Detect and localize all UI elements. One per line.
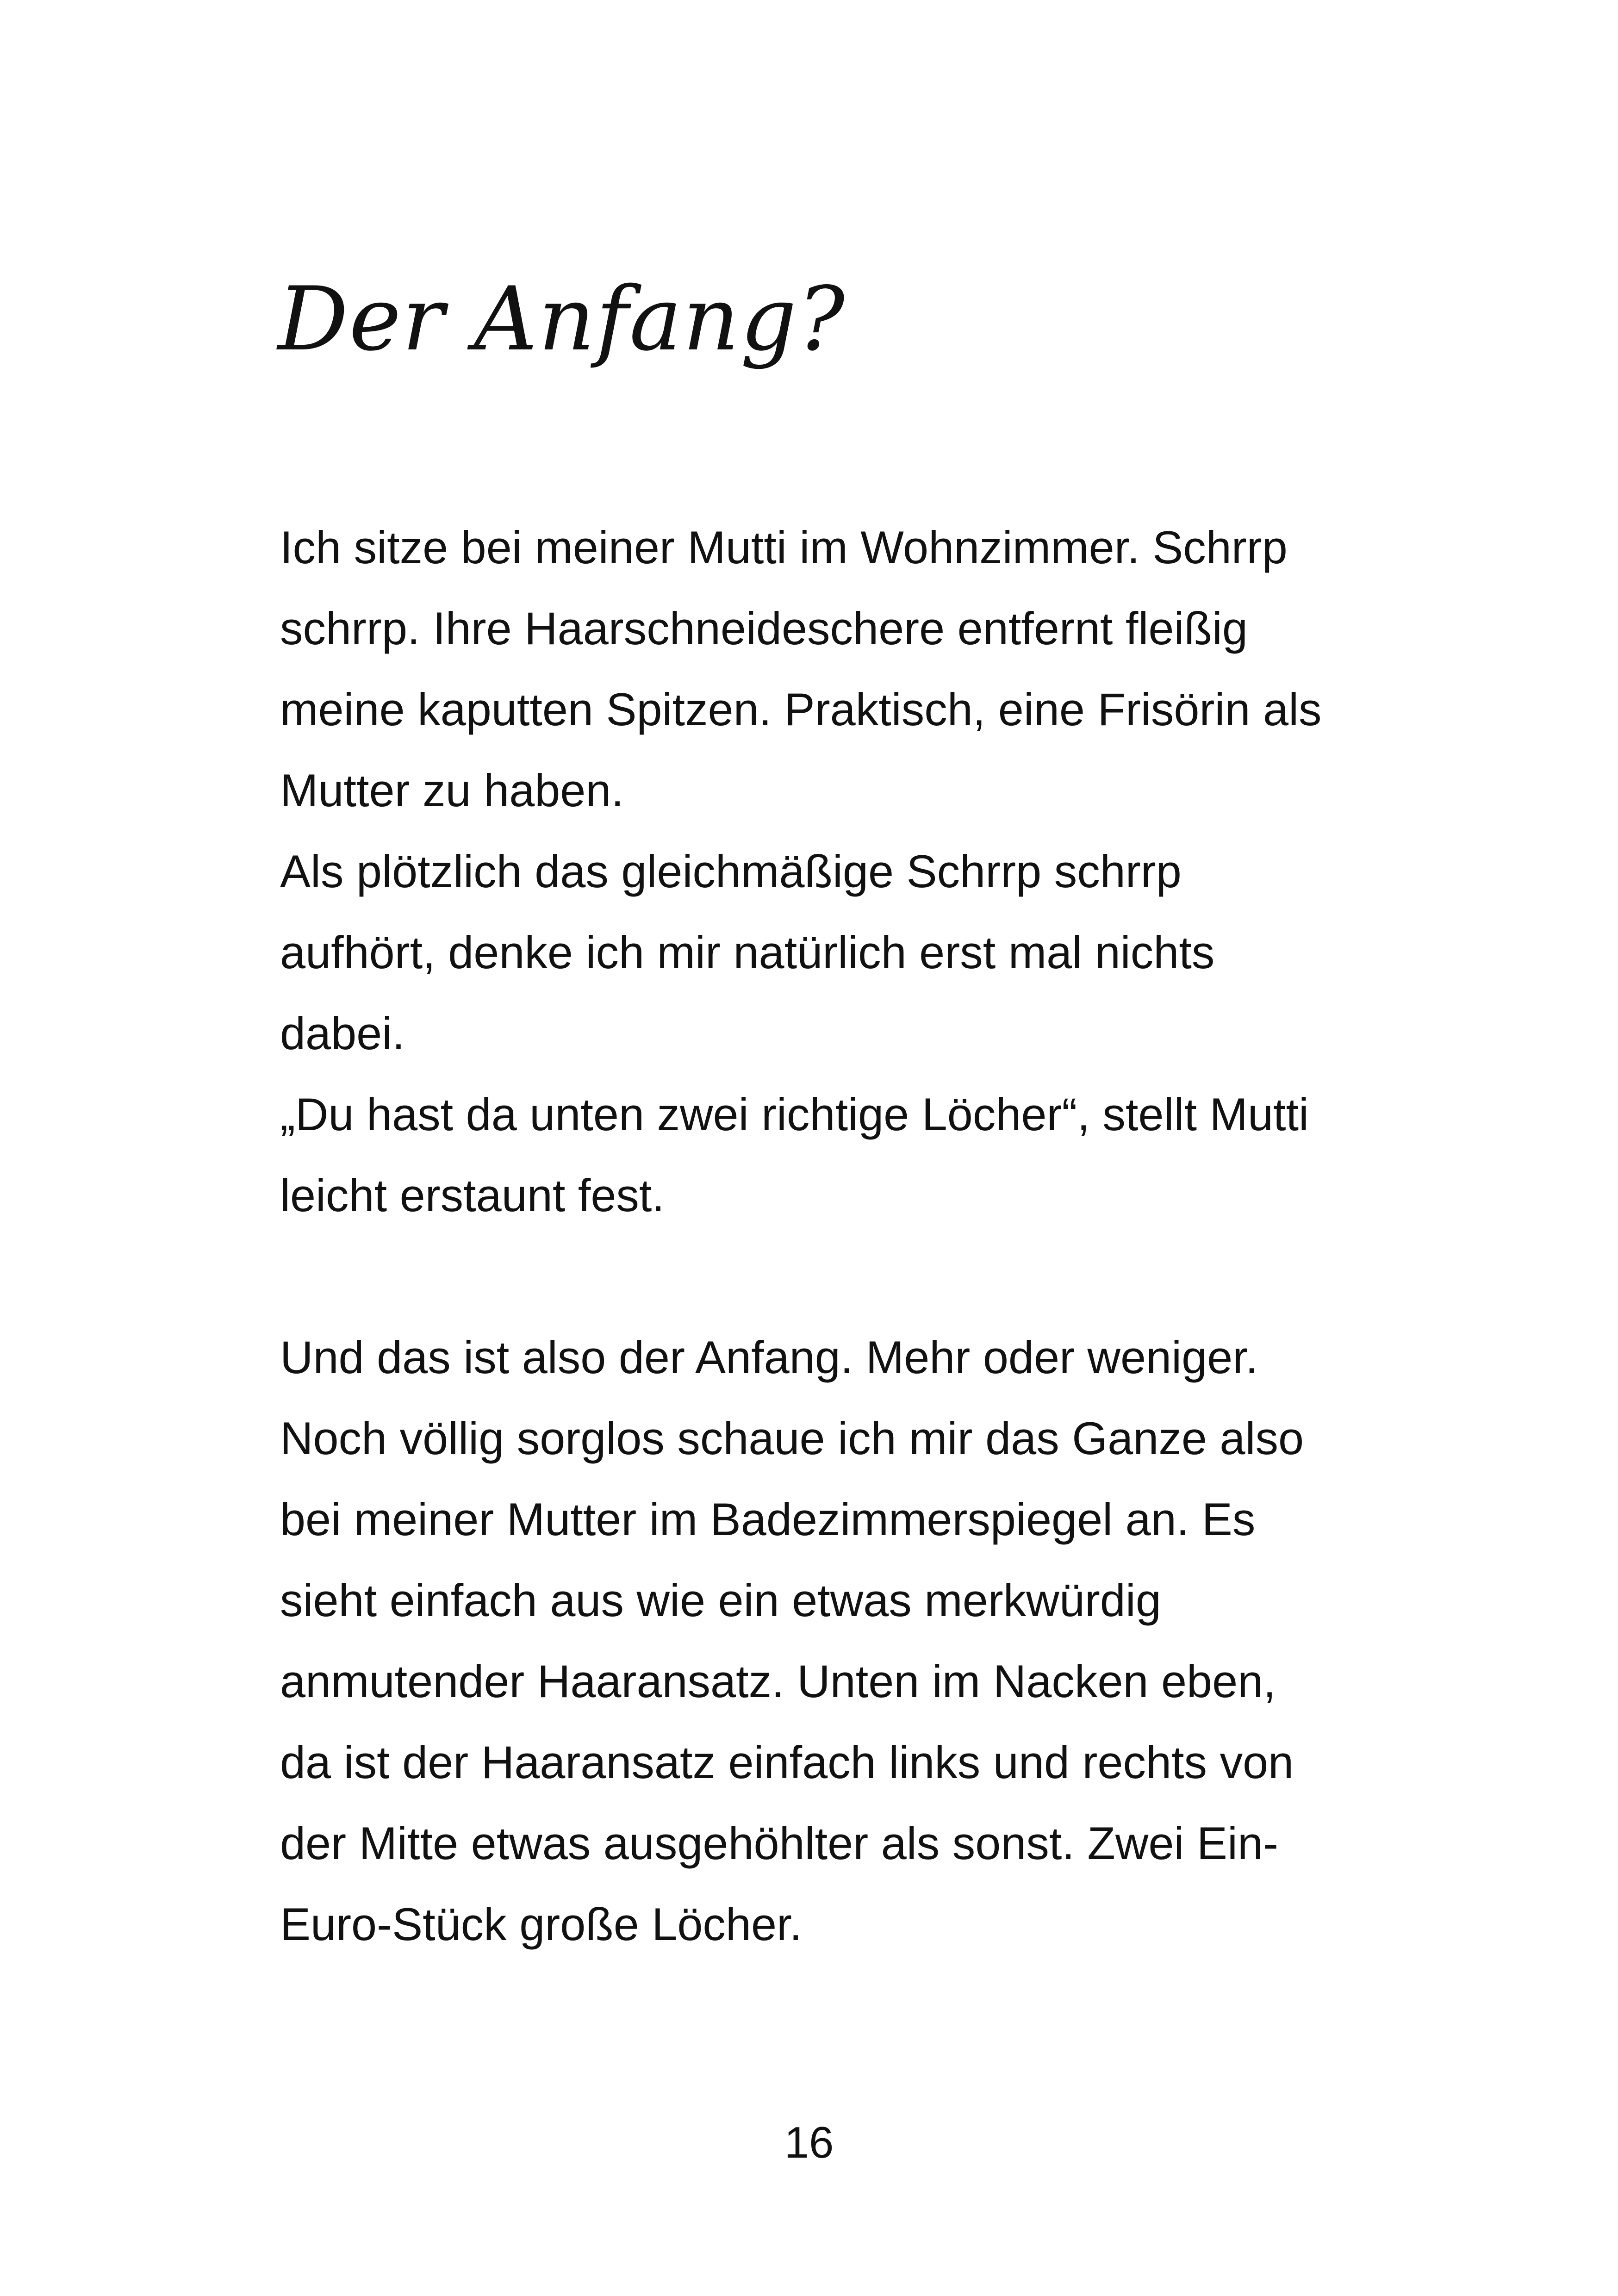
text-line: da ist der Haaransatz einfach links und rechts von <box>280 1736 1294 1788</box>
paragraph-spacer <box>280 1236 1414 1317</box>
text-line: meine kaputten Spitzen. Praktisch, eine Frisörin als <box>280 684 1322 735</box>
text-line: Noch völlig sorglos schaue ich mir das Ganze also <box>280 1412 1304 1464</box>
text-line: Und das ist also der Anfang. Mehr oder weniger. <box>280 1332 1258 1383</box>
text-line: aufhört, denke ich mir natürlich erst mal nichts <box>280 927 1215 978</box>
text-line: der Mitte etwas ausgehöhlter als sonst. Zwei Ein- <box>280 1817 1278 1869</box>
text-line: Als plötzlich das gleichmäßige Schrrp schrrp <box>280 846 1182 897</box>
text-line: Mutter zu haben. <box>280 765 624 816</box>
text-line: schrrp. Ihre Haarschneideschere entfernt fleißig <box>280 603 1248 654</box>
text-line: bei meiner Mutter im Badezimmerspiegel an. Es <box>280 1493 1256 1545</box>
text-line: sieht einfach aus wie ein etwas merkwürdig <box>280 1574 1161 1626</box>
text-line: Euro-Stück große Löcher. <box>280 1898 803 1950</box>
body-text <box>280 507 1414 1965</box>
text-line: „Du hast da unten zwei richtige Löcher“, stellt Mutti <box>280 1089 1309 1140</box>
text-line: Ich sitze bei meiner Mutti im Wohnzimmer. Schrrp <box>280 522 1288 573</box>
page-number: 16 <box>784 2118 834 2167</box>
text-line: anmutender Haaransatz. Unten im Nacken eben, <box>280 1655 1276 1707</box>
chapter-title: Der Anfang? <box>278 268 846 370</box>
text-line: leicht erstaunt fest. <box>280 1170 665 1221</box>
text-line: dabei. <box>280 1008 405 1059</box>
